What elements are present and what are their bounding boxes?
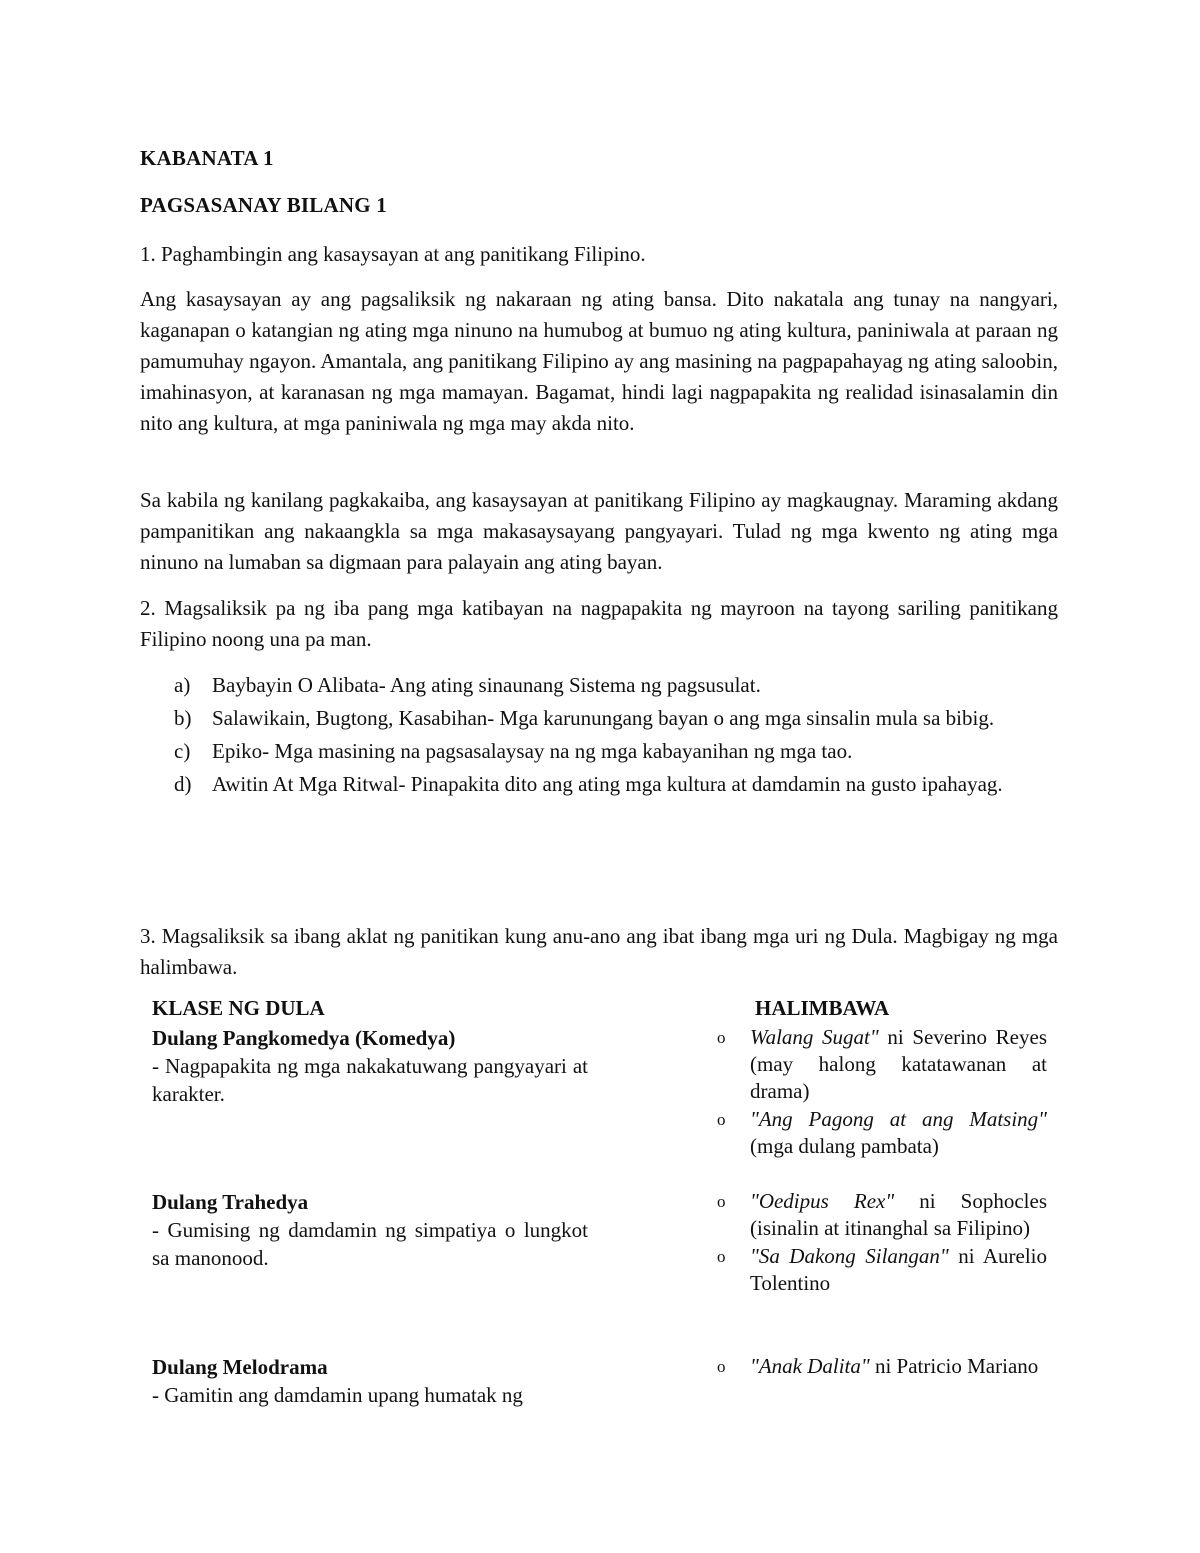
- example-detail: ni Patricio Mariano: [869, 1354, 1039, 1378]
- bullet-marker: o: [717, 1110, 726, 1129]
- answer-1-paragraph-2: Sa kabila ng kanilang pagkakaiba, ang kasaysayan at panitikang Filipino ay magkaugnay. Maraming akdang pampanitikan ang nakaangkla sa mga makasaysayang pangyayari. Tulad ng mga kwento ng ating mga ninuno na lumaban sa digmaan para palayain ang ating bayan.: [140, 488, 1058, 574]
- list-item: [140, 670, 1058, 700]
- dula-type-cell: [152, 1353, 588, 1409]
- column-header-halimbawa: HALIMBAWA: [755, 996, 890, 1020]
- evidence-list: [140, 670, 1058, 802]
- example-title: "Ang Pagong at ang Matsing": [750, 1107, 1047, 1131]
- example-detail: ni Aurelio Tolentino: [750, 1244, 1047, 1295]
- example-title: "Sa Dakong Silangan": [750, 1244, 949, 1268]
- question-2: 2. Magsaliksik pa ng iba pang mga katibayan na nagpapakita ng mayroon na tayong sariling panitikang Filipino noong una pa man.: [140, 596, 1058, 651]
- list-item-text: Baybayin O Alibata- Ang ating sinaunang Sistema ng pagsusulat.: [212, 673, 761, 697]
- examples-cell: [717, 1024, 1047, 1161]
- bullet-marker: o: [717, 1192, 726, 1211]
- list-item-text: Awitin At Mga Ritwal- Pinapakita dito ang ating mga kultura at damdamin na gusto ipahayag.: [212, 772, 1003, 796]
- examples-cell: [717, 1188, 1047, 1298]
- question-3: 3. Magsaliksik sa ibang aklat ng panitikan kung anu-ano ang ibat ibang mga uri ng Dula. Magbigay ng mga halimbawa.: [140, 924, 1058, 979]
- answer-1-paragraph-1: Ang kasaysayan ay ang pagsaliksik ng nakaraan ng ating bansa. Dito nakatala ang tunay na nangyari, kaganapan o katangian ng ating mga ninuno na humubog at bumuo ng ating kultura, paniniwala at paraan ng pamumuhay ngayon. Amantala, ang panitikang Filipino ay ang masining na pagpapahayag ng ating saloobin, imahinasyon, at karanasan ng mga mamayan. Bagamat, hindi lagi nagpapakita ng realidad isinasalamin din nito ang kultura, at mga paniniwala ng mga may akda nito.: [140, 287, 1058, 435]
- list-item-text: Epiko- Mga masining na pagsasalaysay na ng mga kabayanihan ng mga tao.: [212, 739, 853, 763]
- example-item: [717, 1106, 1047, 1160]
- dula-type-description: - Nagpapakita ng mga nakakatuwang pangyayari at karakter.: [152, 1054, 588, 1106]
- list-marker: a): [174, 673, 191, 697]
- bullet-marker: o: [717, 1247, 726, 1266]
- exercise-heading: PAGSASANAY BILANG 1: [140, 193, 387, 217]
- dula-type-name: Dulang Trahedya: [152, 1190, 309, 1214]
- dula-type-description: - Gumising ng damdamin ng simpatiya o lungkot sa manonood.: [152, 1218, 588, 1270]
- dula-type-description: - Gamitin ang damdamin upang humatak ng: [152, 1383, 523, 1407]
- examples-cell: [717, 1353, 1047, 1381]
- example-item: [717, 1243, 1047, 1297]
- dula-type-name: Dulang Melodrama: [152, 1355, 328, 1379]
- example-item: [717, 1353, 1047, 1380]
- example-title: Walang Sugat": [750, 1025, 879, 1049]
- list-marker: c): [174, 739, 191, 763]
- list-item: [140, 703, 1058, 733]
- question-1: 1. Paghambingin ang kasaysayan at ang panitikang Filipino.: [140, 242, 646, 266]
- list-item: [140, 769, 1058, 799]
- example-detail: ni Sophocles (isinalin at itinanghal sa Filipino): [750, 1189, 1047, 1240]
- example-detail: ni Severino Reyes (may halong katatawanan at drama): [750, 1025, 1047, 1103]
- example-title: "Oedipus Rex": [750, 1189, 895, 1213]
- chapter-heading: KABANATA 1: [140, 146, 274, 170]
- bullet-marker: o: [717, 1028, 726, 1047]
- list-item: [140, 736, 1058, 766]
- example-detail: (mga dulang pambata): [750, 1134, 939, 1158]
- example-item: [717, 1188, 1047, 1242]
- list-marker: b): [174, 706, 192, 730]
- example-item: [717, 1024, 1047, 1105]
- dula-type-name: Dulang Pangkomedya (Komedya): [152, 1026, 456, 1050]
- dula-type-cell: [152, 1024, 588, 1108]
- column-header-klase: KLASE NG DULA: [152, 996, 325, 1020]
- list-item-text: Salawikain, Bugtong, Kasabihan- Mga karunungang bayan o ang mga sinsalin mula sa bibig.: [212, 706, 995, 730]
- bullet-marker: o: [717, 1357, 726, 1376]
- dula-type-cell: [152, 1188, 588, 1272]
- list-marker: d): [174, 772, 192, 796]
- example-title: "Anak Dalita": [750, 1354, 870, 1378]
